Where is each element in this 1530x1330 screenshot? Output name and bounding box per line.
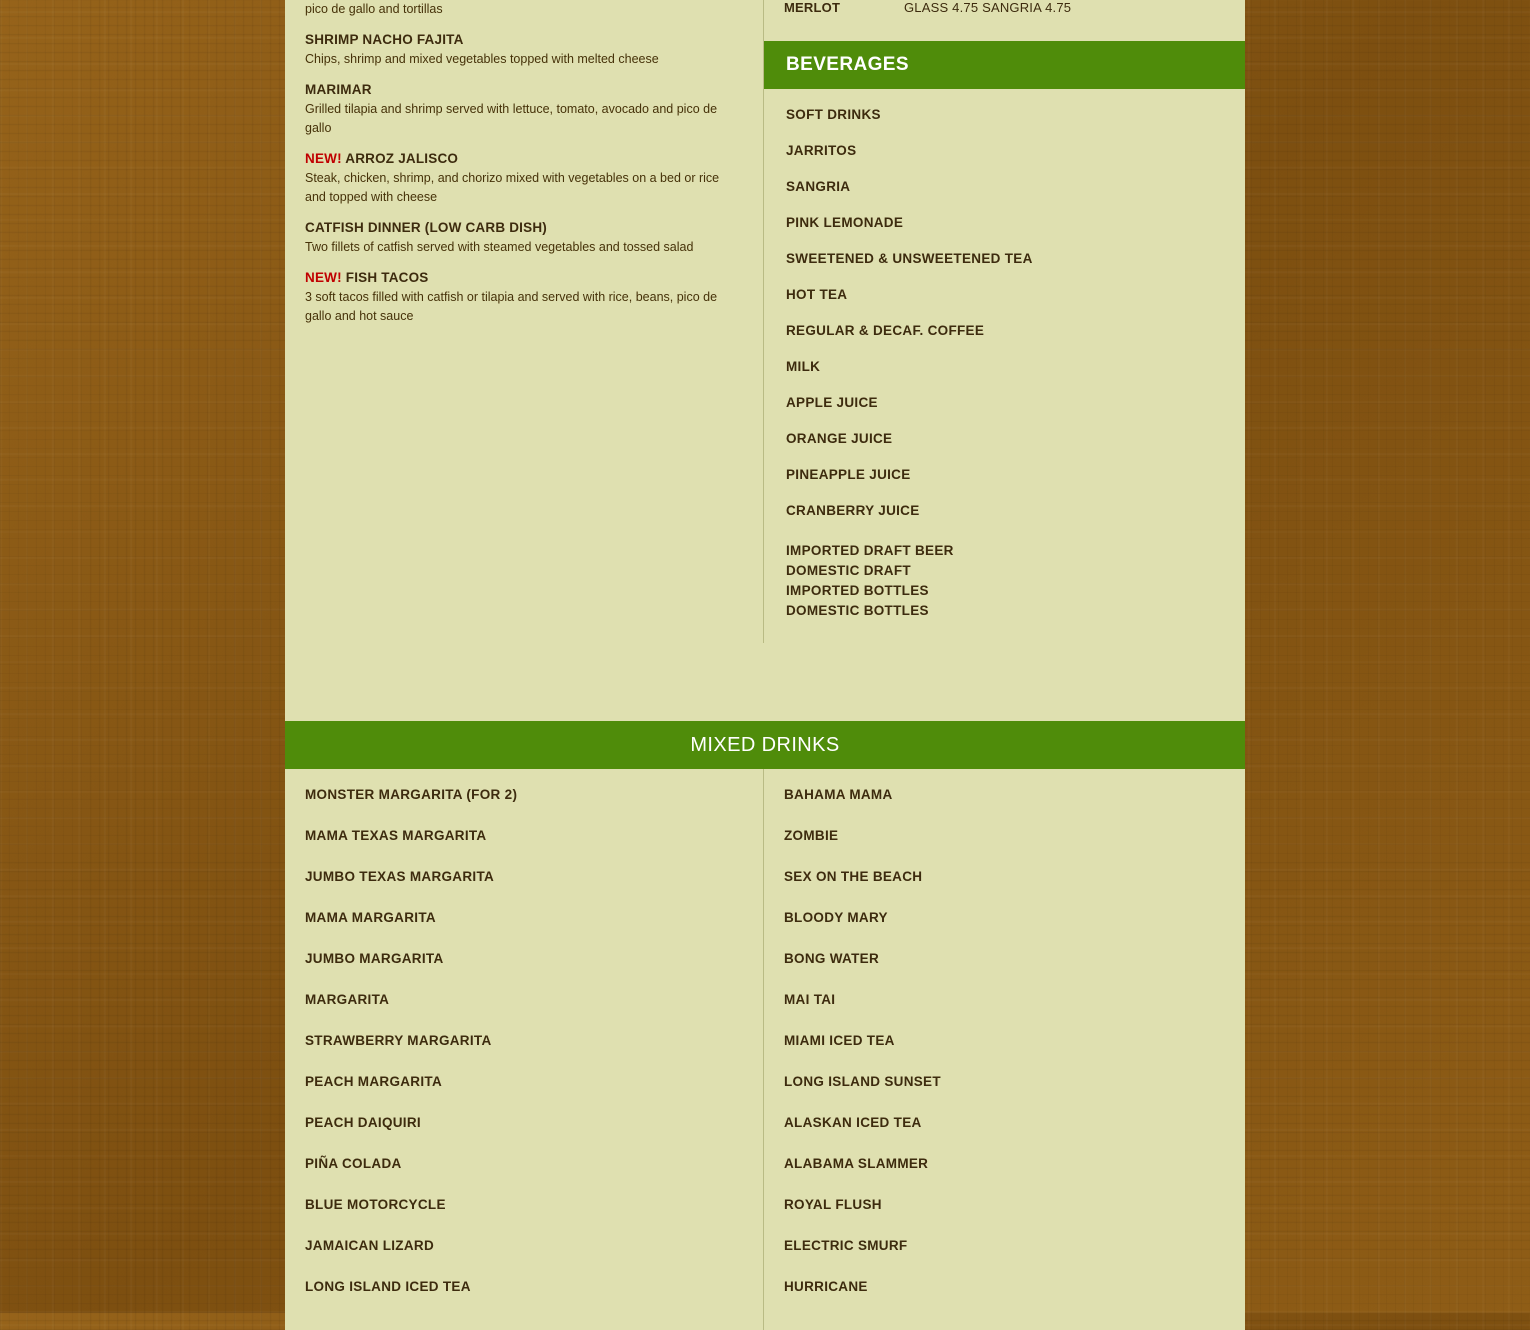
menu-item-title: [305, 269, 743, 287]
menu-item-description: pico de gallo and tortillas: [305, 2, 443, 16]
drink-item: BLOODY MARY: [784, 910, 888, 925]
drink-item: BAHAMA MAMA: [784, 787, 893, 802]
drink-item: MARGARITA: [305, 992, 390, 1007]
menu-item-description: Steak, chicken, shrimp, and chorizo mixed with vegetables on a bed or rice and topped with cheese: [305, 171, 720, 204]
menu-item-title: MARIMAR: [305, 82, 372, 97]
beverage-item: SWEETENED & UNSWEETENED TEA: [786, 251, 1033, 266]
menu-item: [305, 269, 743, 326]
menu-item-description: Chips, shrimp and mixed vegetables topped with melted cheese: [305, 52, 659, 66]
mixed-drinks-banner: MIXED DRINKS: [285, 721, 1245, 769]
beer-item: DOMESTIC BOTTLES: [786, 603, 929, 618]
drink-item: BONG WATER: [784, 951, 879, 966]
beer-item: DOMESTIC DRAFT: [786, 563, 911, 578]
menu-item-title: SHRIMP NACHO FAJITA: [305, 32, 464, 47]
wine-row: [784, 0, 1225, 17]
menu-item: [305, 219, 743, 257]
beer-item: IMPORTED DRAFT BEER: [786, 543, 954, 558]
wine-name: MERLOT: [784, 0, 841, 15]
menu-item-partial: [305, 0, 743, 19]
drink-item: MIAMI ICED TEA: [784, 1033, 895, 1048]
drink-item: BLUE MOTORCYCLE: [305, 1197, 446, 1212]
beverage-item: REGULAR & DECAF. COFFEE: [786, 323, 985, 338]
beverage-item: ORANGE JUICE: [786, 431, 893, 446]
beverage-item: MILK: [786, 359, 821, 374]
drink-item: ALABAMA SLAMMER: [784, 1156, 929, 1171]
wine-price: GLASS 4.75 SANGRIA 4.75: [904, 0, 1072, 15]
drink-item: LONG ISLAND ICED TEA: [305, 1279, 471, 1294]
drink-item: MAMA MARGARITA: [305, 910, 436, 925]
drink-item: HURRICANE: [784, 1279, 868, 1294]
drink-item: PEACH DAIQUIRI: [305, 1115, 421, 1130]
menu-top-section: [285, 0, 1245, 643]
drink-item: PIÑA COLADA: [305, 1156, 402, 1171]
mixed-drinks-left-column: [285, 769, 763, 1330]
drink-item: MONSTER MARGARITA (FOR 2): [305, 787, 518, 802]
menu-item: [305, 31, 743, 69]
beverage-item: HOT TEA: [786, 287, 848, 302]
menu-item-title: CATFISH DINNER (LOW CARB DISH): [305, 220, 547, 235]
drink-item: LONG ISLAND SUNSET: [784, 1074, 941, 1089]
mixed-drinks-right-column: [763, 769, 1245, 1330]
entrees-column: [285, 0, 763, 643]
mixed-drinks-section: [285, 769, 1245, 1330]
beverages-banner: BEVERAGES: [764, 41, 1245, 89]
section-gap: [285, 643, 1245, 721]
beverages-list: [764, 89, 1245, 619]
drink-item: STRAWBERRY MARGARITA: [305, 1033, 492, 1048]
menu-item: [305, 81, 743, 138]
menu-page: [285, 0, 1245, 1313]
drink-item: JAMAICAN LIZARD: [305, 1238, 434, 1253]
beverage-item: JARRITOS: [786, 143, 857, 158]
menu-item: [305, 150, 743, 207]
beverage-item: CRANBERRY JUICE: [786, 503, 920, 518]
spacer: [764, 619, 1245, 643]
beverage-item: SANGRIA: [786, 179, 851, 194]
menu-item-title-text: FISH TACOS: [345, 270, 429, 285]
drink-item: ALASKAN ICED TEA: [784, 1115, 922, 1130]
beverage-item: PINEAPPLE JUICE: [786, 467, 911, 482]
drink-item: MAI TAI: [784, 992, 836, 1007]
drink-item: JUMBO TEXAS MARGARITA: [305, 869, 495, 884]
spacer: [764, 17, 1245, 41]
menu-item-title-text: ARROZ JALISCO: [345, 151, 459, 166]
drink-item: SEX ON THE BEACH: [784, 869, 923, 884]
menu-item-description: Two fillets of catfish served with steamed vegetables and tossed salad: [305, 240, 694, 254]
drink-item: ROYAL FLUSH: [784, 1197, 882, 1212]
new-badge: NEW!: [305, 270, 342, 285]
menu-item-description: 3 soft tacos filled with catfish or tilapia and served with rice, beans, pico de gallo and hot sauce: [305, 290, 718, 323]
menu-item-description: Grilled tilapia and shrimp served with lettuce, tomato, avocado and pico de gallo: [305, 102, 718, 135]
beer-item: IMPORTED BOTTLES: [786, 583, 929, 598]
beverage-item: APPLE JUICE: [786, 395, 878, 410]
beverage-item: PINK LEMONADE: [786, 215, 904, 230]
drink-item: ELECTRIC SMURF: [784, 1238, 908, 1253]
beverage-item: SOFT DRINKS: [786, 107, 881, 122]
drink-item: ZOMBIE: [784, 828, 839, 843]
menu-item-title: [305, 150, 743, 168]
drink-item: PEACH MARGARITA: [305, 1074, 442, 1089]
wine-price-block: [764, 0, 1245, 17]
drink-item: JUMBO MARGARITA: [305, 951, 444, 966]
new-badge: NEW!: [305, 151, 342, 166]
beverages-column: [763, 0, 1245, 643]
drink-item: MAMA TEXAS MARGARITA: [305, 828, 487, 843]
